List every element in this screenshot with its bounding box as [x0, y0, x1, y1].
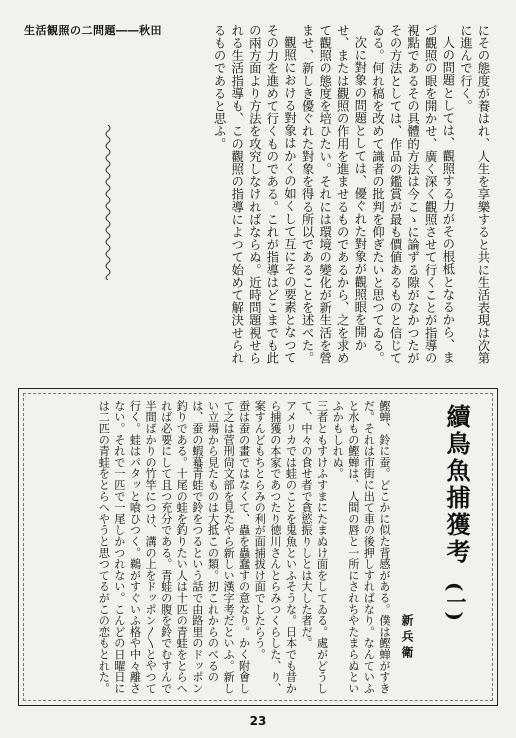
- paragraph: にその態度が養はれ、人生を享樂すると共に生活表現は次第に進んで行く。: [458, 24, 491, 365]
- paragraph: 鰹蝉、鈴に蚕。どこかに似た背感がある。僕は鰹蝉がすきだ。それは市街に出て車の後押しすればなり。なんていふと水もの鰹蝉は、人間の唇と一所にされちやたまらぬといふかもしれぬ。: [331, 400, 391, 694]
- boxed-article-body: [30, 400, 392, 696]
- boxed-article-author: 新兵衛: [400, 614, 414, 662]
- boxed-article-title: 續鳥魚捕獲考: [442, 404, 471, 566]
- boxed-article-number: (一): [443, 582, 467, 621]
- paragraph: 觀照における對象はかくの如くして互にその要素となつてその力を進めて行くものである。これが指導はどこまでも此の兩方面より方法を攻究しなければならぬ。近時問題視せられる生活指導も、この觀照の指導によつて始めて解決せられるものであると思ふ。: [212, 24, 298, 365]
- paragraph: アメリカでは蛙のことを鬼魚といふそうな。日本でも昔から捕獲の本家であつたり徳川さんとらみつくらした、り、案すんどもちとらみの利が面捕拔け面でしたらう。: [253, 400, 298, 694]
- paragraph: 蚕は蚕の畫ではなくて、蟲を蟲蠢すの意なり。かく附會して之は菅刑尙文部を見たやら新しい漢字考だといふ。新しい立場から見たものは大抵この類。扨これからのべるのは、蚕の蝦蟇青蛙で鈴をつるという話で由路里のドッポン釣りである。十尾の蛙を釣りたい人は十匹の青蛙をとらへれば必要にして且つ充分である。青蛙の腹を鈴でむすんで半間ばかりの竹竿につけ、溝の上をドッポン〳〵とやつて行く。蛙はパタッと喰ひつく。鵜がすぐいふ格や中々離さない。それで一匹で一尾しかつれない。こんどの日曜日には二匹の青蛙をとらへやうと思つてるがこの恋もとれた。: [97, 400, 251, 694]
- wavy-divider: [104, 125, 112, 280]
- upper-article: [96, 24, 492, 372]
- running-head: 生活観照の二問題――秋田: [24, 24, 162, 37]
- paragraph: 三者ともすけふすまにたまぬけ面をしてゐる。處がどうして、中々の食せ者で貪慾振りしとは大した者だ。: [300, 400, 329, 694]
- paragraph: 次に對象の問題としては、優ぐれた對象が觀照眼を開かせ、または觀照の作用を進ませるものであるから、之を求めて觀照の態度を培ひたい。それには環境の變化が新生活を營ませ、新しき優ぐれた對象を得る所以であることを述べた。: [300, 24, 368, 365]
- paragraph: 人の問題としては、觀照する力がその根柢となるから、まづ觀照の眼を開かせ、廣く深く觀照させて行くことが指導の視點であるその具體的方法は今こゝに論ずる隙がなかつたがその方法としては、作品の鑑賞が最も價値あるものと信じてゐる。何れ稿を改めて識者の批判を仰ぎたいと思つてゐる。: [370, 24, 456, 365]
- page-number: 23: [249, 714, 267, 728]
